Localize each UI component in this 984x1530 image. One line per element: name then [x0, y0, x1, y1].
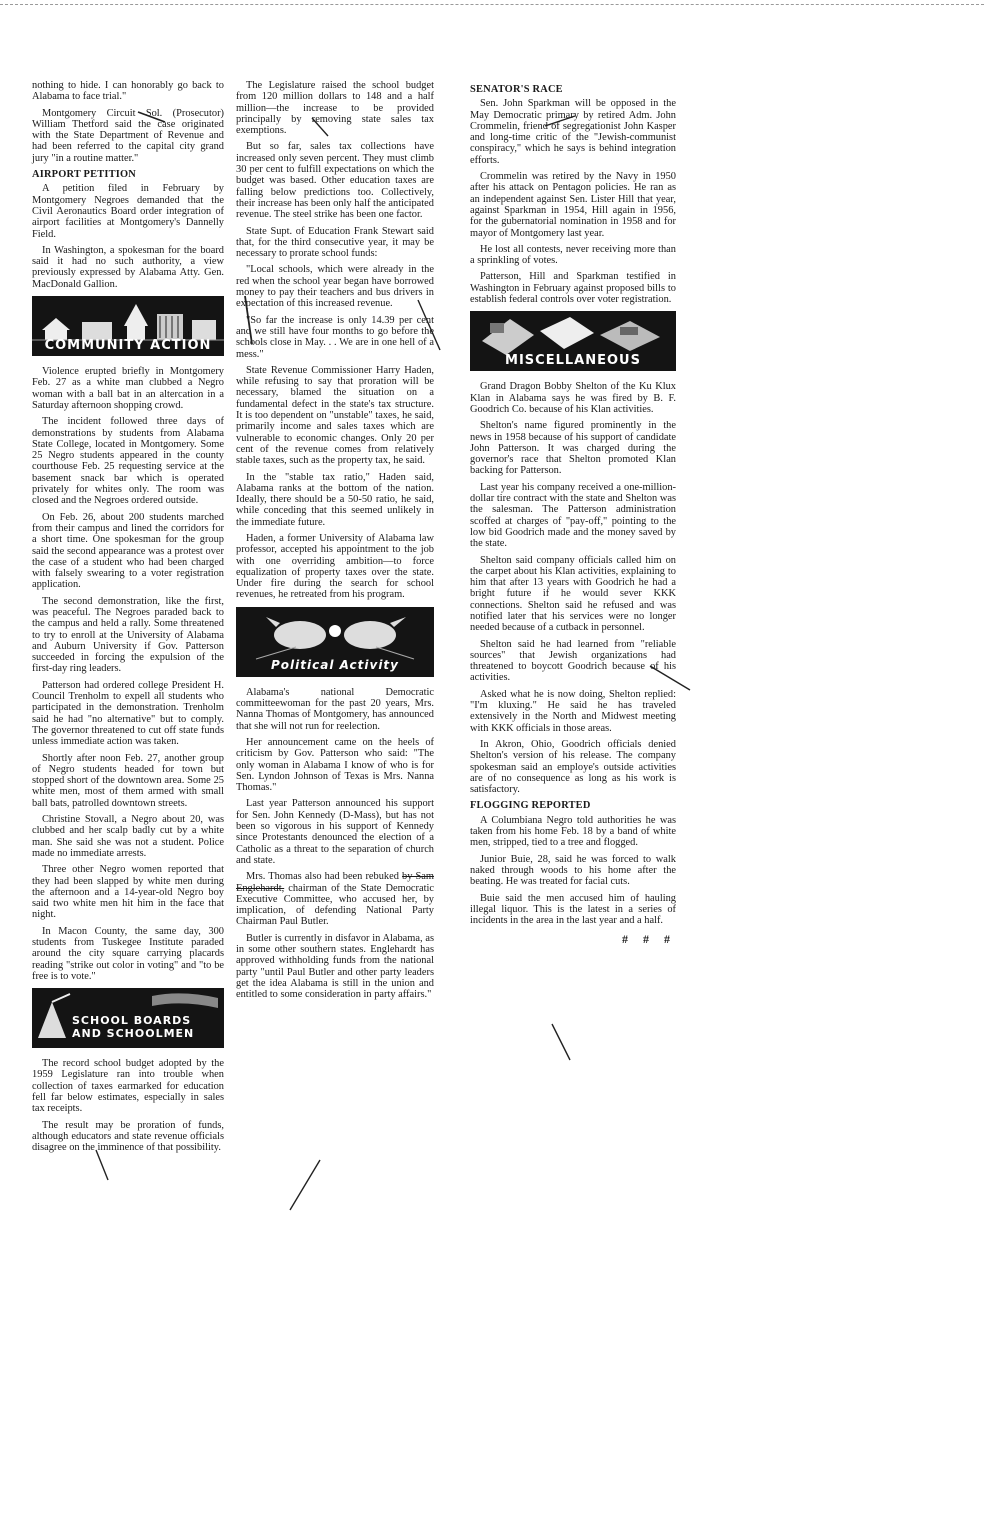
paragraph: On Feb. 26, about 200 students marched from their campus and lined the corridors for a short time. One spokesman for the group said the second appearance was a protest over the case of a student who had been charged with falsely swearing to a voter registration application. [32, 511, 224, 591]
paragraph: A Columbiana Negro told authorities he was taken from his home Feb. 18 by a band of white men, stripped, tied to a tree and flogged. [470, 814, 676, 849]
paragraph: Three other Negro women reported that they had been slapped by white men during the afternoon and a 14-year-old Negro boy said two white men hit him in the face that night. [32, 864, 224, 921]
paragraph: Buie said the men accused him of hauling illegal liquor. This is the latest in a series of incidents in the area in the last year and a half. [470, 892, 676, 927]
paragraph: Patterson, Hill and Sparkman testified in Washington in February against proposed bills to establish federal controls over voter registration. [470, 271, 676, 306]
paragraph: The incident followed three days of demonstrations by students from Alabama State College, located in Montgomery. Some 25 Negro students appeared in the county courthouse Feb. 25 requesting service at the basement snack bar which is operated privately for whites only. The room was closed and the Negroes ordered outside. [32, 416, 224, 507]
banner-label: COMMUNITY ACTION [44, 337, 212, 353]
paragraph: Last year Patterson announced his support for Sen. John Kennedy (D-Mass), but has not been so vigorous in his support of Kennedy since Protestants denounced the election of a Catholic as a threat to the separation of church and state. [236, 798, 434, 866]
paragraph: Sen. John Sparkman will be opposed in the May Democratic primary by retired Adm. John Crommelin, friend of segregationist John Kasper and long-time critic of the "Jewish-communist conspiracy," which he says is behind integration efforts. [470, 98, 676, 166]
paragraph: Alabama's national Democratic committeewoman for the past 20 years, Mrs. Nanna Thomas of Montgomery, has announced that she will not run for reelection. [236, 686, 434, 732]
paragraph: Shelton's name figured prominently in the news in 1958 because of his support of candidate John Patterson. It was charged during the governor's race that Shelton promoted Klan backing for Patterson. [470, 420, 676, 477]
section-heading-senators-race: SENATOR'S RACE [470, 84, 563, 95]
paragraph: Junior Buie, 28, said he was forced to walk naked through woods to his home after the beating. He was treated for facial cuts. [470, 853, 676, 888]
paragraph: Butler is currently in disfavor in Alabama, as in some other southern states. Englehardt has approved withholding funds from the national party "until Paul Butler and other party leaders get the idea Alabama is still in the union and entitled to some consideration in party affairs." [236, 932, 434, 1001]
paragraph: Haden, a former University of Alabama law professor, accepted his appointment to the job with one overriding ambition—to force equalization of property taxes over the state. Under fire during the search for school revenues, he retreated from his program. [236, 532, 434, 601]
paragraph: A petition filed in February by Montgomery Negroes demanded that the Civil Aeronautics Board order integration of airport facilities at Montgomery's Dannelly Field. [32, 183, 224, 240]
text-run: chairman of the State Democratic Executive Committee, who accused her, by implication, of defending National Party Chairman Paul Butler. [236, 882, 434, 928]
paragraph: Montgomery Circuit Sol. (Prosecutor) William Thetford said the case originated with the State Department of Revenue and had been referred to the capital city grand jury "in a routine matter." [32, 107, 224, 164]
paragraph: Shortly after noon Feb. 27, another group of Negro students headed for town but stopped short of the downtown area. Some 25 white men, most of them armed with small ball bats, patrolled downtown streets. [32, 752, 224, 809]
political-activity-banner [236, 607, 434, 677]
column-3 [470, 80, 676, 946]
school-boards-banner [32, 988, 224, 1048]
paragraph: He lost all contests, never receiving more than a sprinkling of votes. [470, 243, 676, 267]
paragraph: The Legislature raised the school budget from 120 million dollars to 148 and a half million—the increase to be provided principally by removing state sales tax exemptions. [236, 80, 434, 137]
paragraph: In Akron, Ohio, Goodrich officials denied Shelton's version of his release. The company spokesman said an employe's outside activities are of no consequence as long as his work is satisfactory. [470, 738, 676, 796]
column-1 [32, 80, 224, 1159]
paragraph: State Revenue Commissioner Harry Haden, while refusing to say that proration will be necessary, blamed the situation on a fundamental defect in the state's tax structure. It is too dependent on "unstable" taxes, he said, primarily income and sales taxes which are vulnerable to economic changes. Only 20 per cent of the revenue comes from relatively stable taxes, such as the property tax, he said. [236, 364, 434, 467]
paragraph: Last year his company received a one-million-dollar tire contract with the state and Shelton was the salesman. The Patterson administration scoffed at charges of "pay-off," pointing to the low bid Goodrich made and the money saved by the state. [470, 481, 676, 550]
paragraph: Christine Stovall, a Negro about 20, was clubbed and her scalp badly cut by a white man. She said she was not a student. Police made no immediate arrests. [32, 814, 224, 859]
paragraph: Grand Dragon Bobby Shelton of the Ku Klux Klan in Alabama says he was fired by B. F. Goodrich Co. because of his Klan activities. [470, 381, 676, 415]
end-mark: # # # [622, 932, 676, 947]
paragraph: In Washington, a spokesman for the board said it had no such authority, a view previously expressed by Alabama Atty. Gen. MacDonald Gallion. [32, 244, 224, 290]
miscellaneous-banner [470, 311, 676, 371]
section-heading-flogging-reported: FLOGGING REPORTED [470, 800, 591, 812]
paragraph: Shelton said he had learned from "reliable sources" that Jewish organizations had threatened to boycott Goodrich because of his activities. [470, 638, 676, 684]
paragraph: But so far, sales tax collections have increased only seven percent. They must climb 30 per cent to fulfill expectations on which the budget was based. Other education taxes are falling below predictions too. Collectively, their increase has been only half the anticipated revenue. The steel strike has been one factor. [236, 141, 434, 221]
banner-label: Political Activity [271, 658, 399, 673]
struck-text: by Sam Englehardt, [236, 871, 434, 894]
banner-label: SCHOOL BOARDS AND SCHOOLMEN [72, 1014, 195, 1041]
paragraph: In Macon County, the same day, 300 students from Tuskegee Institute paraded around the city square carrying placards reading "strike out color in voting" and "to be free is to vote." [32, 925, 224, 982]
paragraph: The record school budget adopted by the 1959 Legislature ran into trouble when collection of taxes earmarked for education fell far below estimates, especially in sales tax receipts. [32, 1058, 224, 1115]
community-action-banner [32, 296, 224, 356]
paragraph: Asked what he is now doing, Shelton replied: "I'm kluxing." He said he has traveled extensively in the North and Midwest meeting with KKK officials in those areas. [470, 688, 676, 734]
paragraph: State Supt. of Education Frank Stewart said that, for the third consecutive year, it may be necessary to prorate school funds: [236, 225, 434, 260]
paragraph: The second demonstration, like the first, was peaceful. The Negroes paraded back to the campus and held a rally. Some threatened to try to enroll at the University of Alabama and Auburn University if Gov. Patterson succeeded in forcing the expulsion of the first-day ring leaders. [32, 595, 224, 675]
paragraph: Her announcement came on the heels of criticism by Gov. Patterson who said: "The only woman in Alabama I know of who is for Sen. Lyndon Johnson of Texas is Mrs. Nanna Thomas." [236, 736, 434, 794]
quoted-paragraph: "Local schools, which were already in the red when the school year began have borrowed money to pay their teachers and bus drivers in expectation of this increased revenue. [236, 264, 434, 310]
paragraph [236, 871, 434, 927]
paragraph: In the "stable tax ratio," Haden said, Alabama ranks at the bottom of the nation. Ideally, there should be a 50-50 ratio, he said, while conceding that this seemed unlikely in the immediate future. [236, 471, 434, 528]
banner-label: MISCELLANEOUS [505, 353, 641, 369]
top-dashed-rule [0, 4, 984, 5]
paragraph: Violence erupted briefly in Montgomery Feb. 27 as a white man clubbed a Negro woman with a ball bat in an altercation in a Saturday afternoon shopping crowd. [32, 366, 224, 411]
paragraph: Patterson had ordered college President H. Council Trenholm to expell all students who participated in the demonstration. Trenholm said he had "no alternative" but to comply. The governor threatened to cut off state funds unless immediate action was taken. [32, 679, 224, 748]
section-heading-airport-petition: AIRPORT PETITION [32, 169, 136, 181]
paragraph: Crommelin was retired by the Navy in 1950 after his attack on Pentagon policies. He ran as an independent against Sen. Lister Hill that year, against Sparkman in 1954, Hill again in 1956, for the gubernatorial nomination in 1958 and for mayor of Montgomery last year. [470, 171, 676, 239]
text-run: Mrs. Thomas also had been rebuked [246, 871, 403, 883]
paragraph: "So far the increase is only 14.39 per cent and we still have four months to go before the schools close in May. . . We are in one hell of a mess." [236, 314, 434, 360]
paragraph: Shelton said company officials called him on the carpet about his Klan activities, explaining to him that after 13 years with Goodrich he had a bright future if he would sever KKK connections. Shelton said he refused and was notified later that his services were no longer needed because of a cutback in personnel. [470, 554, 676, 634]
paragraph: nothing to hide. I can honorably go back to Alabama to face trial." [32, 80, 224, 103]
column-2 [236, 80, 434, 1005]
paragraph: The result may be proration of funds, although educators and state revenue officials disagree on the imminence of that possibility. [32, 1119, 224, 1154]
